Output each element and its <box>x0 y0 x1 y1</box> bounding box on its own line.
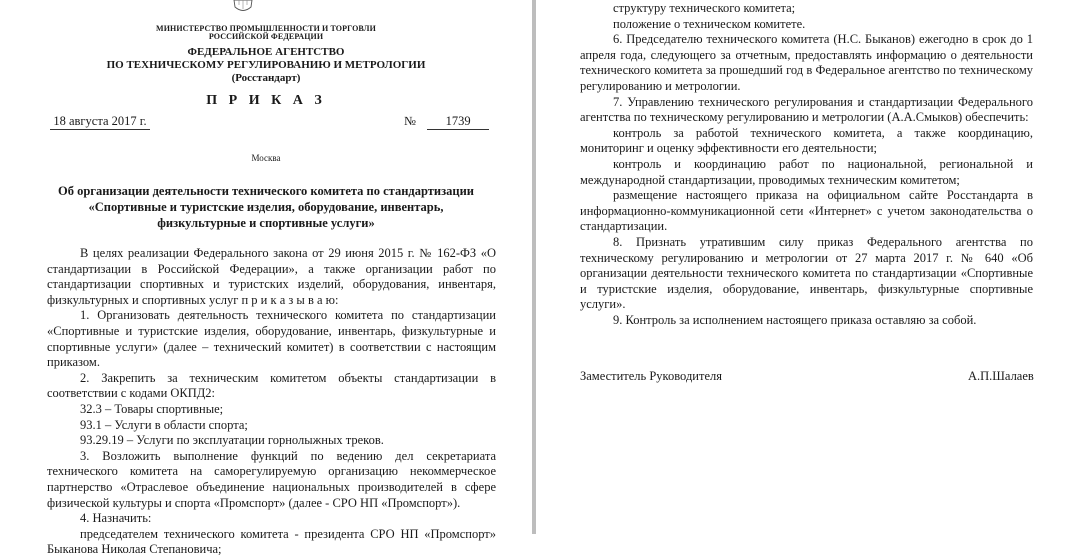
paragraph: 93.29.19 – Услуги по эксплуатации горнолыжных треков. <box>80 433 384 448</box>
paragraph: контроль и координацию работ по национальной, региональной и международной стандартизации, проводимых техническим комитетом; <box>580 156 1033 187</box>
signatory-position: Заместитель Руководителя <box>580 369 722 383</box>
number-sign: № <box>404 114 416 128</box>
signatory-name: А.П.Шалаев <box>968 369 1034 383</box>
paragraph: структуру технического комитета; <box>613 1 796 15</box>
paragraph: контроль за работой технического комитета, а также координацию, мониторинг и оценку эффективности его деятельности; <box>580 125 1033 156</box>
order-number <box>404 114 489 130</box>
left-page <box>0 0 532 557</box>
paragraph: 4. Назначить: <box>80 511 152 526</box>
paragraph: 9. Контроль за исполнением настоящего приказа оставляю за собой. <box>613 312 977 327</box>
paragraph: 6. Председателю технического комитета (Н.С. Быканов) ежегодно в срок до 1 апреля года, следующего за отчетным, предоставлять информацию о деятельности технического комитета за прошедший год в Федеральное агентство по техническому регулированию и метрологии. <box>580 32 1033 93</box>
ministry-name: МИНИСТЕРСТВО ПРОМЫШЛЕННОСТИ И ТОРГОВЛИ РОССИЙСКОЙ ФЕДЕРАЦИИ <box>156 24 376 41</box>
paragraph: 2. Закрепить за техническим комитетом объекты стандартизации в соответствии с кодами ОКПД2: <box>47 370 496 401</box>
paragraph: размещение настоящего приказа на официальном сайте Росстандарта в информационно-коммуникационной сети «Интернет» с учетом законодательства о стандартизации. <box>580 188 1033 234</box>
coat-of-arms-emblem <box>226 0 260 14</box>
city: Москва <box>251 153 281 163</box>
document-type: П Р И К А З <box>206 93 326 108</box>
document-title: Об организации деятельности технического комитета по стандартизации «Спортивные и туристские изделия, оборудование, инвентарь, физкультурные и спортивные услуги» <box>57 184 475 230</box>
document-body-continued <box>580 1 1033 328</box>
number-value: 1739 <box>427 114 489 130</box>
right-page <box>536 0 1068 534</box>
paragraph: 3. Возложить выполнение функций по ведению дел секретариата технического комитета на саморегулируемую организацию некоммерческое партнерство «Отраслевое объединение национальных производителей в сфере физической культуры и спорта «Промспорт» (далее - СРО НП «Промспорт»). <box>47 448 496 510</box>
paragraph: положение о техническом комитете. <box>613 16 806 31</box>
paragraph: 7. Управлению технического регулирования и стандартизации Федерального агентства по техническому регулированию и метрологии (А.А.Смыков) обеспечить: <box>580 94 1033 125</box>
agency-name: ФЕДЕРАЛЬНОЕ АГЕНТСТВО ПО ТЕХНИЧЕСКОМУ РЕГУЛИРОВАНИЮ И МЕТРОЛОГИИ (Росстандарт) <box>106 46 426 84</box>
paragraph: 8. Признать утратившим силу приказ Федерального агентства по техническому регулированию и метрологии от 27 марта 2017 г. № 640 «Об организации деятельности технического комитета по стандартизации «Спортивные и туристские изделия, оборудование, инвентарь, физкультурные спортивные услуги». <box>580 234 1033 312</box>
paragraph: В целях реализации Федерального закона от 29 июня 2015 г. № 162-ФЗ «О стандартизации в Российской Федерации», а также организации работ по стандартизации спортивных и туристских изделий, оборудования, инвентаря, физкультурных и спортивных услуг п р и к а з ы в а ю: <box>47 246 496 307</box>
paragraph: 32.3 – Товары спортивные; <box>80 401 224 416</box>
document-body <box>47 246 496 558</box>
paragraph: 1. Организовать деятельность технического комитета по стандартизации «Спортивные и туристские изделия, оборудование, инвентарь, физкультурные и спортивные услуги» (далее – технический комитет) в соответствии с настоящим приказом. <box>47 308 496 370</box>
paragraph: председателем технического комитета - президента СРО НП «Промспорт» Быканова Николая Степановича; <box>47 526 496 557</box>
paragraph: 93.1 – Услуги в области спорта; <box>80 417 248 432</box>
order-date: 18 августа 2017 г. <box>50 114 150 130</box>
